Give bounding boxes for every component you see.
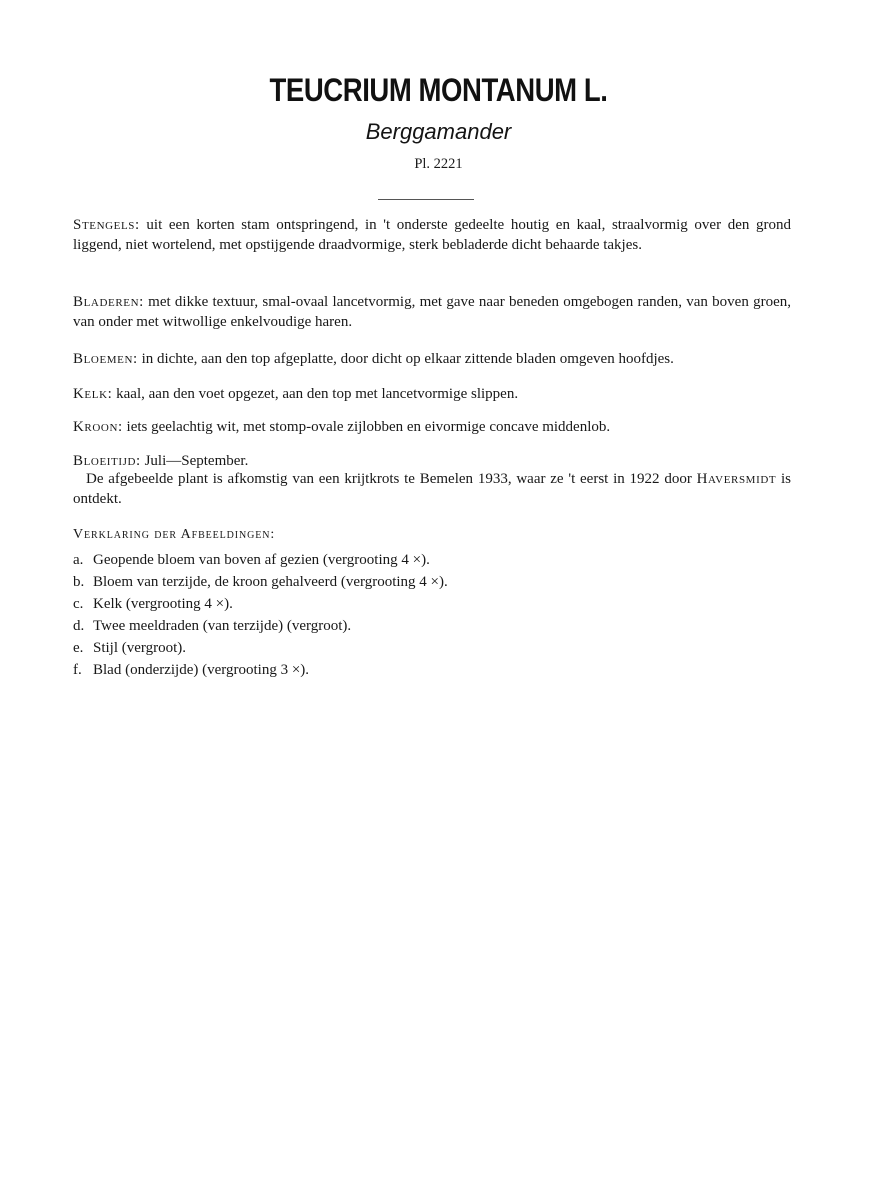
origin-text-before: De afgebeelde plant is afkomstig van een krijtkrots te Bemelen 1933, waar ze 't eerst in 1922 door [86, 471, 697, 487]
item-text: Blad (onderzijde) (vergrooting 3 ×). [93, 662, 310, 678]
page-title: TEUCRIUM MONTANUM L. [269, 72, 608, 108]
section-label: Bloemen: [73, 351, 138, 367]
item-letter: e. [73, 640, 84, 656]
list-item [73, 571, 448, 593]
item-text: Twee meeldraden (van terzijde) (vergroot). [93, 618, 352, 634]
explanation-heading: Verklaring der Afbeeldingen: [73, 527, 276, 542]
section-text: in dichte, aan den top afgeplatte, door dicht op elkaar zittende bladen omgeven hoofdjes. [137, 351, 674, 367]
section-label: Bladeren: [73, 294, 144, 310]
list-item [73, 549, 448, 571]
item-letter: c. [73, 596, 84, 612]
section-label: Kroon: [73, 419, 123, 435]
plate-number: Pl. 2221 [414, 156, 463, 172]
item-letter: d. [73, 618, 85, 634]
origin-text-after: is ontdekt. [73, 471, 791, 507]
item-letter: f. [73, 662, 82, 678]
item-text: Kelk (vergrooting 4 ×). [93, 596, 233, 612]
section-bloeitijd [73, 452, 791, 472]
list-item [73, 637, 448, 659]
section-bladeren [73, 293, 791, 332]
item-text: Bloem van terzijde, de kroon gehalveerd (vergrooting 4 ×). [93, 574, 448, 590]
title-divider [378, 199, 474, 200]
list-item [73, 659, 448, 681]
section-bloemen [73, 350, 791, 370]
section-stengels [73, 216, 791, 255]
discoverer-name: Haversmidt [696, 471, 777, 487]
section-kelk [73, 385, 791, 405]
section-text: met dikke textuur, smal-ovaal lancetvormig, met gave naar beneden omgebogen randen, van boven groen, van onder met witwollige enkelvoudige haren. [73, 294, 791, 330]
item-letter: a. [73, 552, 84, 568]
section-kroon [73, 418, 791, 438]
common-name-subtitle: Berggamander [365, 119, 512, 144]
section-text: Juli—September. [140, 453, 249, 469]
section-text: iets geelachtig wit, met stomp-ovale zijlobben en eivormige concave middenlob. [122, 419, 611, 435]
section-text: uit een korten stam ontspringend, in 't onderste gedeelte houtig en kaal, straalvormig over den grond liggend, niet wortelend, met opstijgende draadvormige, sterk bebladerde dicht behaarde takjes. [73, 217, 791, 253]
origin-paragraph [73, 470, 791, 509]
item-text: Geopende bloem van boven af gezien (vergrooting 4 ×). [93, 552, 430, 568]
item-letter: b. [73, 574, 85, 590]
section-label: Bloeitijd: [73, 453, 141, 469]
list-item [73, 615, 448, 637]
list-item [73, 593, 448, 615]
section-label: Kelk: [73, 386, 113, 402]
explanation-list [73, 549, 448, 681]
section-text: kaal, aan den voet opgezet, aan den top met lancetvormige slippen. [112, 386, 519, 402]
section-label: Stengels: [73, 217, 140, 233]
item-text: Stijl (vergroot). [93, 640, 187, 656]
